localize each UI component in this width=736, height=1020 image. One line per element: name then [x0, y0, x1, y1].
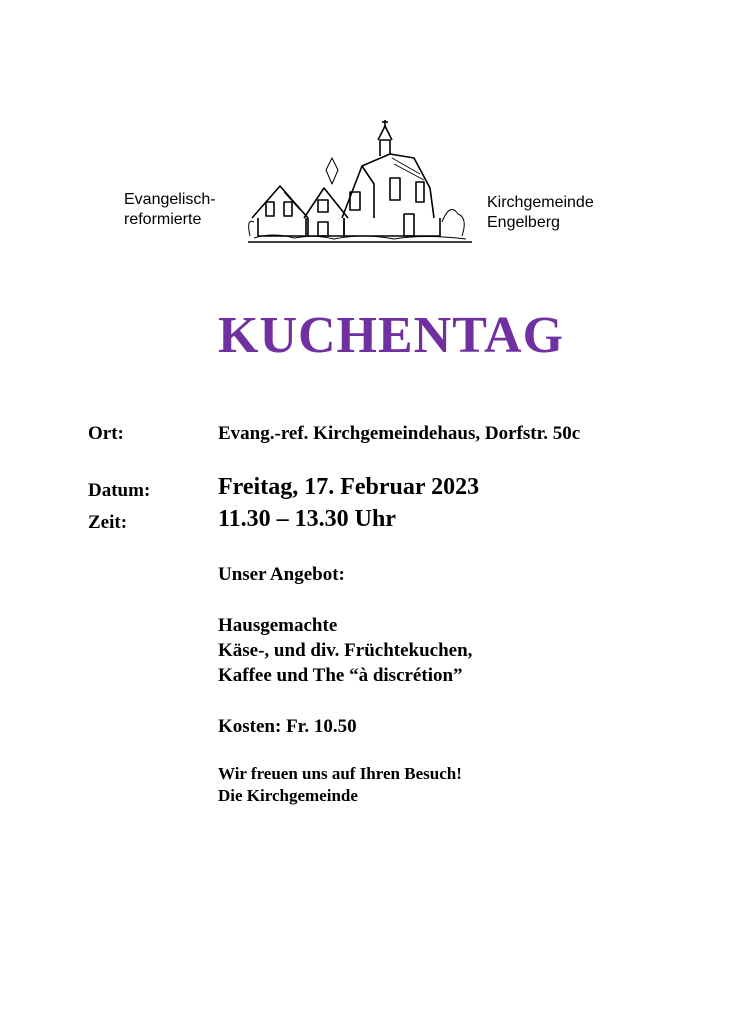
time-label: Zeit: — [88, 512, 128, 533]
offer-heading: Unser Angebot: — [218, 564, 345, 585]
closing-line-1: Wir freuen uns auf Ihren Besuch! — [218, 764, 462, 783]
date-value: Freitag, 17. Februar 2023 — [218, 474, 480, 500]
org-name-left — [124, 190, 216, 230]
location-value: Evang.-ref. Kirchgemeindehaus, Dorfstr. 50c — [218, 423, 581, 444]
cost-text: Kosten: Fr. 10.50 — [218, 716, 357, 737]
org-name-left-line1: Evangelisch- — [124, 191, 216, 208]
org-name-left-line2: reformierte — [124, 211, 202, 228]
page-title: KUCHENTAG — [218, 307, 565, 364]
offer-line-3: Kaffee und The “à discrétion” — [218, 665, 463, 686]
org-name-right-line2: Engelberg — [487, 214, 560, 231]
org-name-right — [487, 193, 594, 233]
time-value: 11.30 – 13.30 Uhr — [218, 506, 397, 532]
org-name-right-line1: Kirchgemeinde — [487, 194, 594, 211]
closing-line-2: Die Kirchgemeinde — [218, 786, 358, 805]
offer-line-1: Hausgemachte — [218, 615, 338, 636]
location-label: Ort: — [88, 423, 124, 444]
church-drawing-icon — [244, 118, 476, 248]
offer-line-2: Käse-, und div. Früchtekuchen, — [218, 640, 473, 661]
date-label: Datum: — [88, 480, 151, 501]
